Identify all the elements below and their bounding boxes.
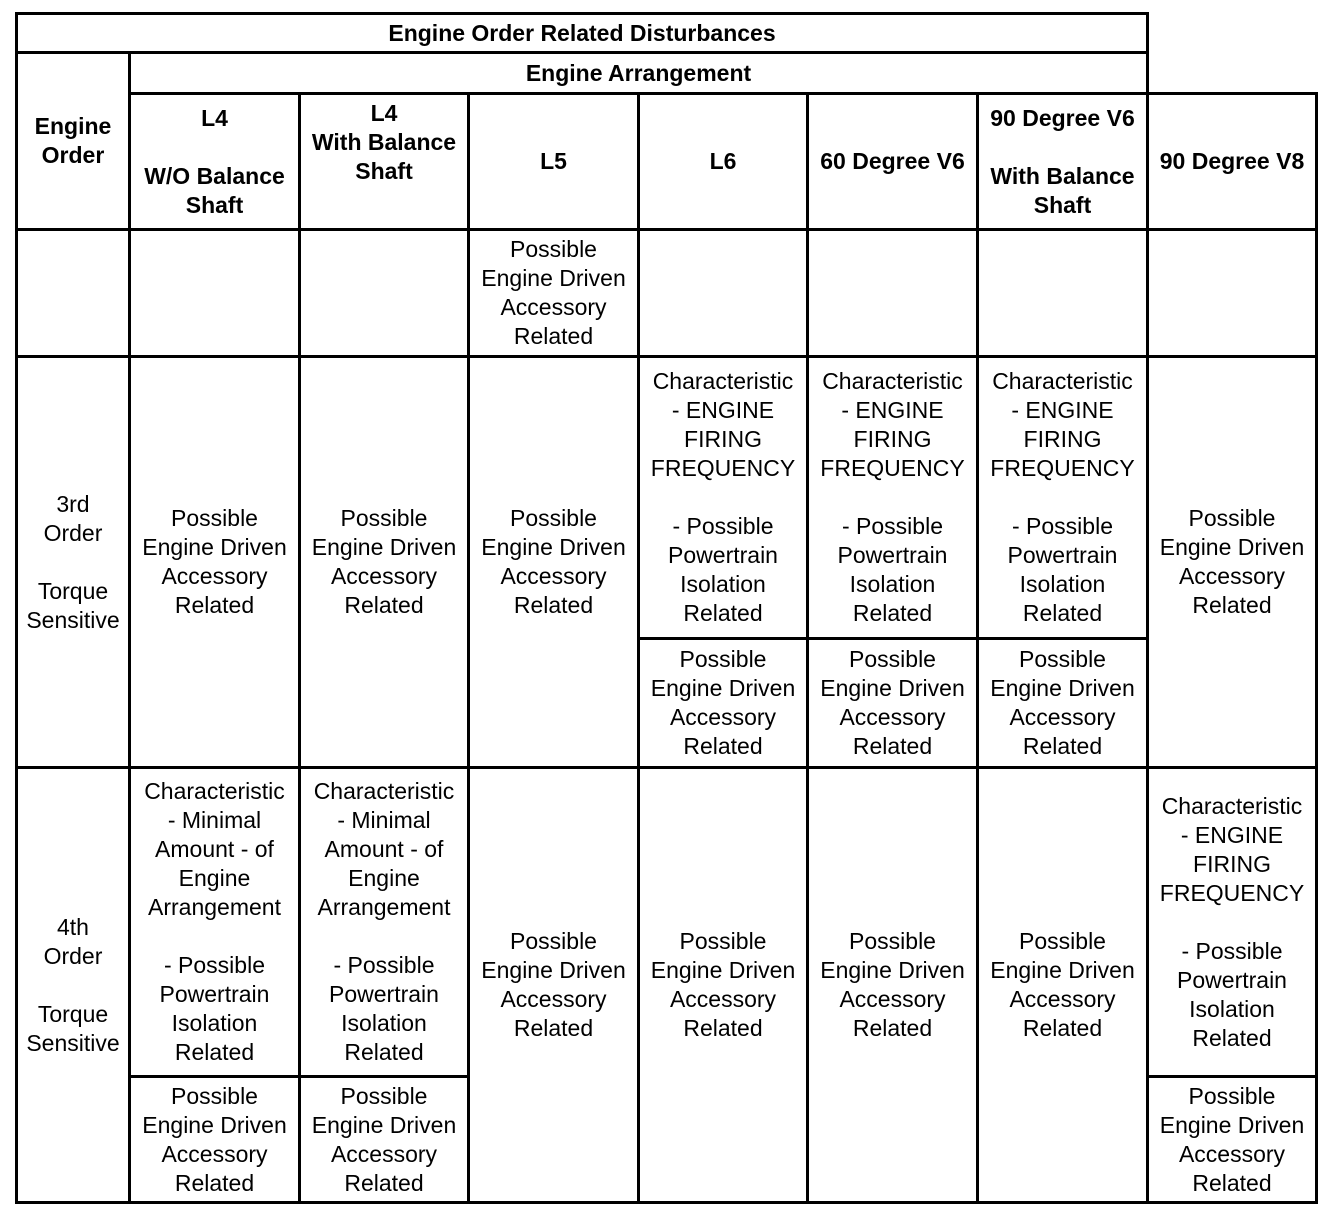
row1-v6-90-cell (976, 228, 1149, 358)
row-3rd-l6-top-cell: Characteristic - ENGINE FIRING FREQUENCY - Possible Powertrain Isolation Related (637, 355, 809, 640)
row1-l6-cell (637, 228, 809, 358)
row1-label-cell (15, 228, 131, 358)
engine-arrangement-header-cell (128, 51, 1149, 95)
engine-order-header-cell (15, 51, 131, 231)
column-header-90-degree-v6: 90 Degree V6 With Balance Shaft (976, 92, 1149, 231)
row-4th-v6-60-cell: Possible Engine Driven Accessory Related (806, 766, 979, 1204)
column-header-l4-with-balance: L4 With Balance Shaft (298, 92, 470, 231)
table-title-cell (15, 12, 1149, 54)
row-4th-v8-bottom-cell: Possible Engine Driven Accessory Related (1146, 1075, 1318, 1204)
row-3rd-v8-cell: Possible Engine Driven Accessory Related (1146, 355, 1318, 769)
column-header-90-degree-v8: 90 Degree V8 (1146, 92, 1318, 231)
row1-l4-wo-cell (128, 228, 301, 358)
row1-v8-cell (1146, 228, 1318, 358)
row-4th-v6-90-cell: Possible Engine Driven Accessory Related (976, 766, 1149, 1204)
row-3rd-v6-90-top-cell: Characteristic - ENGINE FIRING FREQUENCY - Possible Powertrain Isolation Related (976, 355, 1149, 640)
row-3rd-v6-90-bottom-cell: Possible Engine Driven Accessory Related (976, 637, 1149, 769)
row-3rd-order-label: 3rd Order Torque Sensitive (15, 355, 131, 769)
row-4th-l5-cell: Possible Engine Driven Accessory Related (467, 766, 640, 1204)
row-3rd-l6-bottom-cell: Possible Engine Driven Accessory Related (637, 637, 809, 769)
row-4th-l4-with-bottom-cell: Possible Engine Driven Accessory Related (298, 1075, 470, 1204)
row-4th-l6-cell: Possible Engine Driven Accessory Related (637, 766, 809, 1204)
column-header-60-degree-v6: 60 Degree V6 (806, 92, 979, 231)
row-4th-v8-top-cell: Characteristic - ENGINE FIRING FREQUENCY - Possible Powertrain Isolation Related (1146, 766, 1318, 1078)
row1-l4-with-cell (298, 228, 470, 358)
column-header-l5: L5 (467, 92, 640, 231)
engine-order-header: Engine Order (34, 113, 112, 168)
row1-l5-cell: Possible Engine Driven Accessory Related (467, 228, 640, 358)
row-3rd-v6-60-top-cell: Characteristic - ENGINE FIRING FREQUENCY - Possible Powertrain Isolation Related (806, 355, 979, 640)
engine-arrangement-header: Engine Arrangement (525, 59, 752, 86)
row-3rd-v6-60-bottom-cell: Possible Engine Driven Accessory Related (806, 637, 979, 769)
row-4th-l4-wo-bottom-cell: Possible Engine Driven Accessory Related (128, 1075, 301, 1204)
row-4th-order-label: 4th Order Torque Sensitive (15, 766, 131, 1204)
row-3rd-l5-cell: Possible Engine Driven Accessory Related (467, 355, 640, 769)
row-3rd-l4-with-cell: Possible Engine Driven Accessory Related (298, 355, 470, 769)
row-3rd-l4-wo-cell: Possible Engine Driven Accessory Related (128, 355, 301, 769)
row-4th-l4-with-top-cell: Characteristic - Minimal Amount - of Engine Arrangement - Possible Powertrain Isolation Related (298, 766, 470, 1078)
column-header-l6: L6 (637, 92, 809, 231)
row-4th-l4-wo-top-cell: Characteristic - Minimal Amount - of Engine Arrangement - Possible Powertrain Isolation Related (128, 766, 301, 1078)
table-title: Engine Order Related Disturbances (388, 19, 776, 46)
row1-v6-60-cell (806, 228, 979, 358)
column-header-l4-wo-balance: L4 W/O Balance Shaft (128, 92, 301, 231)
